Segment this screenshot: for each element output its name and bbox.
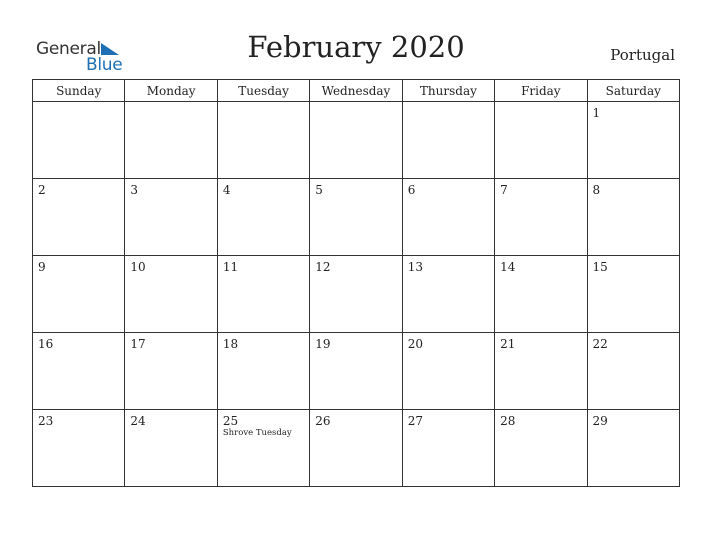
day-number: 16 (38, 337, 54, 351)
weekday-header: Sunday (33, 80, 125, 102)
day-number: 8 (592, 183, 601, 197)
day-cell (33, 256, 125, 333)
day-number: 26 (315, 414, 331, 428)
day-number: 11 (222, 260, 239, 274)
day-cell (125, 333, 217, 410)
day-number: 15 (592, 260, 608, 274)
day-cell (495, 102, 587, 179)
day-number: 19 (315, 337, 331, 351)
day-number: 6 (407, 183, 416, 197)
day-cell (587, 410, 679, 487)
day-cell (402, 333, 494, 410)
week-row (33, 179, 680, 256)
day-number: 10 (130, 260, 146, 274)
day-cell (310, 102, 402, 179)
day-number: 24 (130, 414, 146, 428)
day-cell (125, 256, 217, 333)
day-cell (495, 410, 587, 487)
day-cell (33, 102, 125, 179)
day-number: 27 (407, 414, 423, 428)
day-cell (587, 179, 679, 256)
day-cell (125, 102, 217, 179)
day-cell (587, 256, 679, 333)
day-cell (495, 179, 587, 256)
day-cell (310, 256, 402, 333)
logo-text-blue: Blue (86, 55, 123, 75)
weekday-header: Thursday (402, 80, 494, 102)
logo-text-general: General (36, 39, 101, 59)
day-number: 22 (592, 337, 608, 351)
holiday-label: Shrove Tuesday (222, 428, 292, 438)
day-cell (402, 256, 494, 333)
day-number: 12 (315, 260, 331, 274)
weekday-header: Tuesday (217, 80, 309, 102)
week-row (33, 256, 680, 333)
day-cell (587, 102, 679, 179)
day-cell (33, 410, 125, 487)
week-row (33, 102, 680, 179)
day-number: 21 (500, 337, 516, 351)
day-cell (495, 256, 587, 333)
day-number: 7 (500, 183, 508, 197)
weekday-header: Saturday (587, 80, 679, 102)
day-cell (33, 333, 125, 410)
day-number: 9 (38, 260, 46, 274)
day-number: 17 (130, 337, 146, 351)
day-cell (587, 333, 679, 410)
calendar-grid (32, 79, 680, 487)
day-number: 29 (592, 414, 608, 428)
day-number: 20 (407, 337, 423, 351)
day-number: 18 (222, 337, 239, 351)
country-label: Portugal (610, 46, 675, 64)
week-row (33, 410, 680, 487)
day-cell (125, 179, 217, 256)
day-cell (310, 179, 402, 256)
day-cell (217, 333, 309, 410)
day-number: 23 (38, 414, 54, 428)
weekday-header: Friday (495, 80, 587, 102)
day-cell (125, 410, 217, 487)
day-cell (402, 410, 494, 487)
week-row (33, 333, 680, 410)
day-number: 14 (500, 260, 516, 274)
day-cell (495, 333, 587, 410)
day-number: 25 (222, 414, 239, 428)
calendar-title: February 2020 (247, 30, 465, 64)
day-cell (217, 410, 309, 487)
day-cell (33, 179, 125, 256)
weekday-header: Monday (125, 80, 217, 102)
day-number: 2 (38, 183, 46, 197)
day-number: 4 (222, 183, 231, 197)
day-cell (402, 179, 494, 256)
day-number: 28 (500, 414, 516, 428)
day-cell (310, 410, 402, 487)
day-number: 1 (592, 106, 601, 120)
day-cell (217, 179, 309, 256)
day-cell (402, 102, 494, 179)
day-number: 3 (130, 183, 139, 197)
day-cell (217, 256, 309, 333)
day-number: 5 (315, 183, 323, 197)
day-cell (217, 102, 309, 179)
day-cell (310, 333, 402, 410)
day-number: 13 (407, 260, 423, 274)
weekday-header: Wednesday (310, 80, 402, 102)
weekday-header-row (33, 80, 680, 102)
